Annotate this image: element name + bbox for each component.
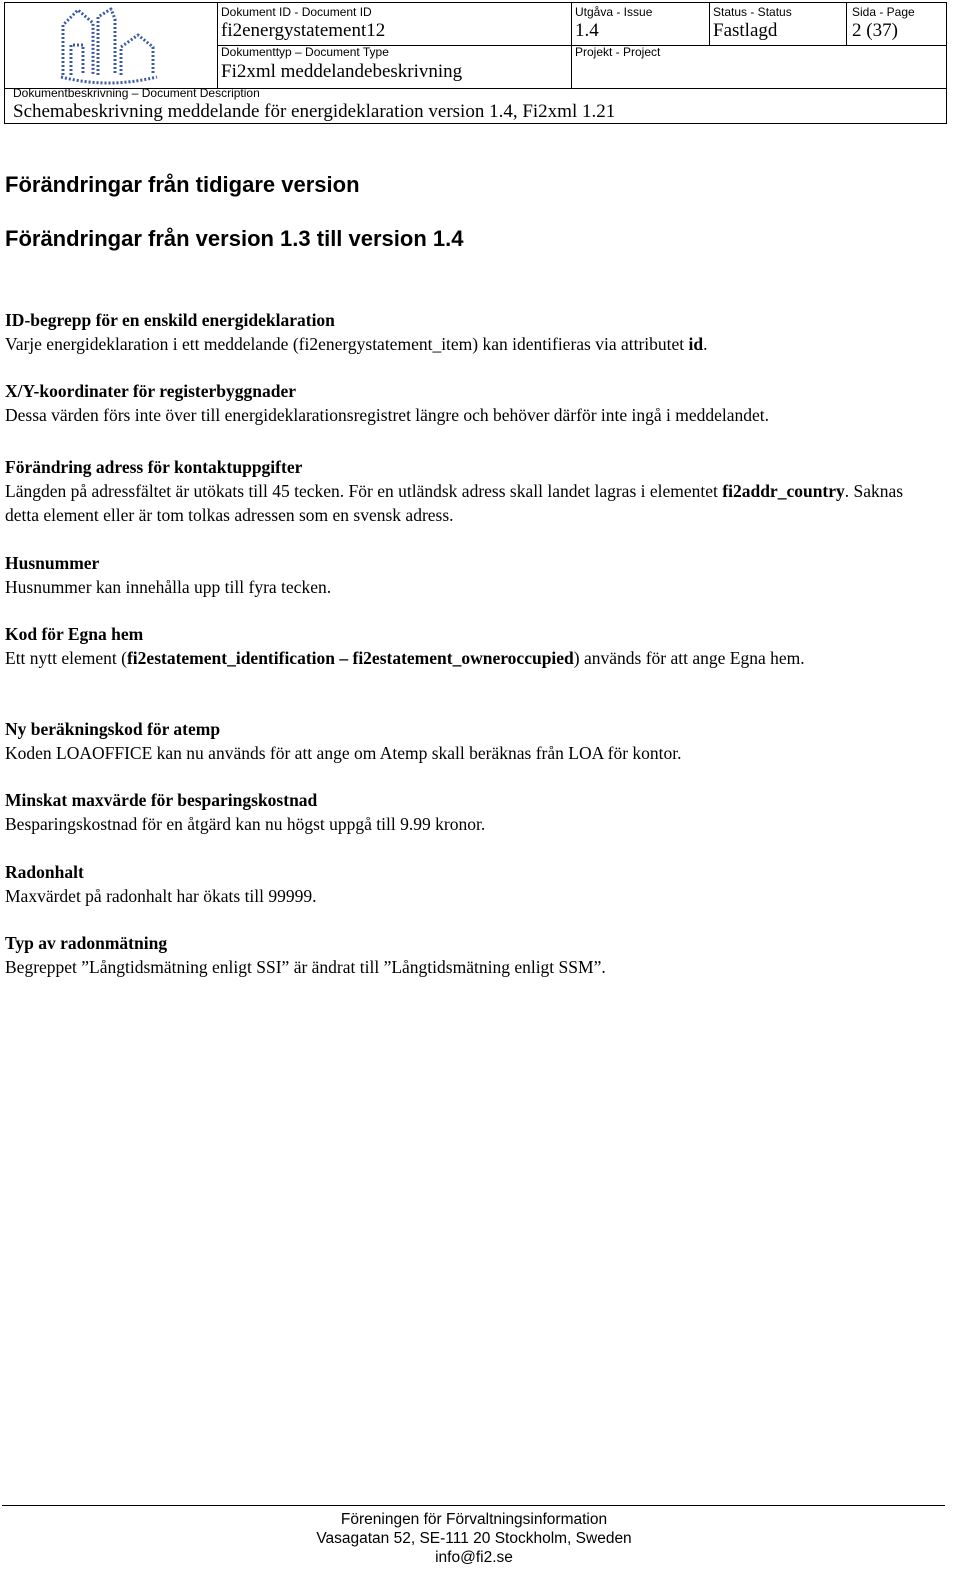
section-id-concept	[5, 308, 935, 356]
section-radon-level	[5, 860, 935, 908]
heading-changes: Förändringar från tidigare version	[5, 172, 360, 197]
project-label: Projekt - Project	[575, 45, 661, 59]
doc-id-value: fi2energystatement12	[221, 20, 386, 41]
page-footer	[0, 1510, 948, 1567]
section-radon-measurement-type	[5, 931, 935, 979]
section-xy-coordinates	[5, 379, 935, 427]
section-text: Husnummer kan innehålla upp till fyra tecken.	[5, 577, 332, 597]
heading-version-changes: Förändringar från version 1.3 till version 1.4	[5, 226, 464, 251]
section-house-number	[5, 551, 935, 599]
page-value: 2 (37)	[852, 20, 898, 41]
doctype-value: Fi2xml meddelandebeskrivning	[221, 61, 463, 82]
section-text: Längden på adressfältet är utökats till 45 tecken. För en utländsk adress skall landet lagras i elementet fi2addr_country. Saknas detta element eller är tom tolkas adressen som en svensk adress.	[5, 481, 904, 525]
status-value: Fastlagd	[713, 20, 778, 41]
doctype-label: Dokumenttyp – Document Type	[221, 45, 389, 59]
section-title: Kod för Egna hem	[5, 624, 144, 644]
description-value: Schemabeskrivning meddelande för energideklaration version 1.4, Fi2xml 1.21	[13, 101, 616, 122]
fi2-logo-icon	[53, 5, 163, 85]
document-header	[4, 2, 947, 124]
section-title: Husnummer	[5, 553, 100, 573]
issue-label: Utgåva - Issue	[575, 5, 653, 19]
section-text: Begreppet ”Långtidsmätning enligt SSI” är ändrat till ”Långtidsmätning enligt SSM”.	[5, 957, 606, 977]
section-text: Dessa värden förs inte över till energideklarationsregistret längre och behöver därför inte ingå i meddelandet.	[5, 405, 770, 425]
section-title: X/Y-koordinater för registerbyggnader	[5, 381, 296, 401]
section-atemp-code	[5, 717, 935, 765]
section-savings-cost	[5, 788, 935, 836]
status-label: Status - Status	[713, 5, 792, 19]
section-text: Besparingskostnad för en åtgärd kan nu högst uppgå till 9.99 kronor.	[5, 814, 486, 834]
section-title: Minskat maxvärde för besparingskostnad	[5, 790, 318, 810]
section-title: Typ av radonmätning	[5, 933, 168, 953]
description-label: Dokumentbeskrivning – Document Description	[13, 86, 260, 100]
section-title: Radonhalt	[5, 862, 84, 882]
section-title: Ny beräkningskod för atemp	[5, 719, 221, 739]
section-text: Ett nytt element (fi2estatement_identification – fi2estatement_owneroccupied) används för att ange Egna hem.	[5, 648, 805, 668]
section-title: Förändring adress för kontaktuppgifter	[5, 457, 303, 477]
footer-address: Vasagatan 52, SE-111 20 Stockholm, Sweden	[316, 1530, 632, 1547]
footer-organization: Föreningen för Förvaltningsinformation	[340, 1511, 608, 1528]
footer-divider	[2, 1505, 945, 1506]
section-text: Maxvärdet på radonhalt har ökats till 99999.	[5, 886, 317, 906]
issue-value: 1.4	[575, 20, 599, 41]
section-owner-occupied-code	[5, 622, 935, 670]
page-label: Sida - Page	[852, 5, 915, 19]
section-title: ID-begrepp för en enskild energideklaration	[5, 310, 335, 330]
section-text: Varje energideklaration i ett meddelande (fi2energystatement_item) kan identifieras via attributet id.	[5, 334, 708, 354]
footer-email: info@fi2.se	[435, 1549, 513, 1566]
section-contact-address	[5, 455, 935, 527]
doc-id-label: Dokument ID - Document ID	[221, 5, 372, 19]
section-text: Koden LOAOFFICE kan nu används för att ange om Atemp skall beräknas från LOA för kontor.	[5, 743, 682, 763]
